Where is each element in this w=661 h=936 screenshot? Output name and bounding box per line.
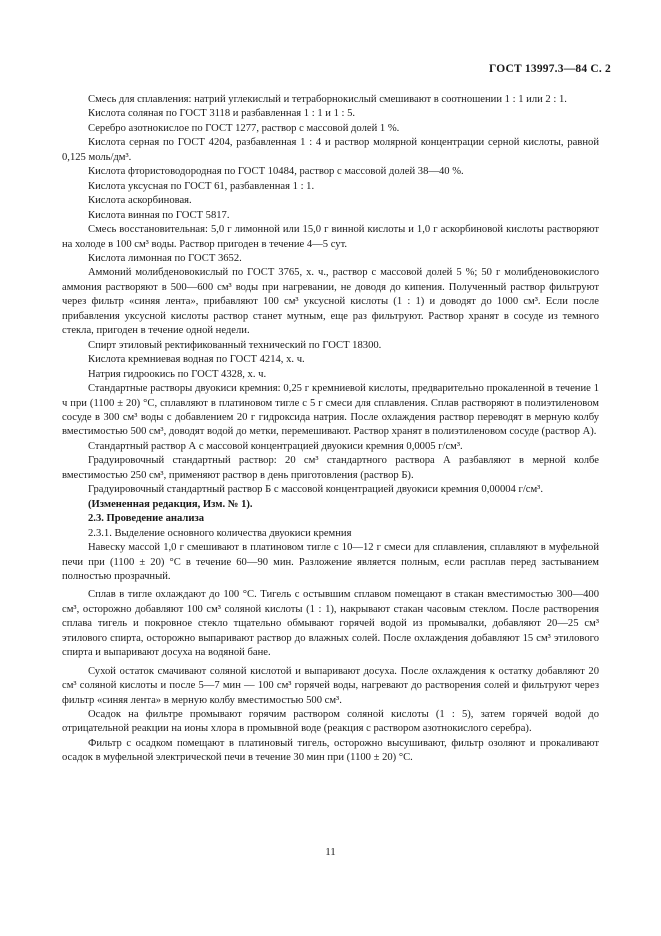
paragraph: Спирт этиловый ректификованный технический по ГОСТ 18300. — [88, 339, 382, 351]
paragraph: Серебро азотнокислое по ГОСТ 1277, раствор с массовой долей 1 %. — [88, 122, 400, 134]
paragraph: Стандартные растворы двуокиси кремния: 0,25 г кремниевой кислоты, предварительно прокаленной в течение 1 ч при (1100 ± 20) °С, сплавляют в платиновом тигле с 5 г смеси для сплавления. Сплав растворяют в полиэтиленовом сосуде в 300 см³ воды с добавлением 20 г гидроксида натрия. После охлаждения раствор переводят в мерную колбу вместимостью 500 см³, доводят водой до метки, перемешивают. Раствор хранят в полиэтиленовом сосуде (раствор А). — [62, 383, 599, 438]
paragraph: Смесь восстановительная: 5,0 г лимонной или 15,0 г винной кислоты и 1,0 г аскорбиновой кислоты растворяют на холоде в 100 см³ воды. Раствор пригоден в течение 4—5 сут. — [62, 224, 599, 250]
paragraph: Градуировочный стандартный раствор Б с массовой концентрацией двуокиси кремния 0,00004 г/см³. — [88, 484, 544, 496]
paragraph: Кислота уксусная по ГОСТ 61, разбавленная 1 : 1. — [88, 180, 315, 192]
paragraph: Кислота серная по ГОСТ 4204, разбавленная 1 : 4 и раствор молярной концентрации серной кислоты, равной 0,125 моль/дм³. — [62, 137, 599, 163]
paragraph: Аммоний молибденовокислый по ГОСТ 3765, х. ч., раствор с массовой долей 5 %; 50 г молибденовокислого аммония растворяют в 500—600 см³ воды при нагревании, не доводя до кипения. Полученный раствор фильтруют через фильтр «синяя лента», прибавляют 100 см³ уксусной кислоты (1 : 1) и доводят до 1000 см³. Если после прибавления уксусной кислоты раствор станет мутным, еще раз фильтруют. Раствор хранят в сосуде из темного стекла, пригоден в течение одной недели. — [62, 267, 599, 337]
subsection-heading: 2.3.1. Выделение основного количества двуокиси кремния — [88, 527, 352, 539]
paragraph: Кислота винная по ГОСТ 5817. — [88, 209, 230, 221]
document-body — [62, 93, 599, 766]
paragraph: Кислота лимонная по ГОСТ 3652. — [88, 252, 242, 264]
paragraph: Смесь для сплавления: натрий углекислый и тетраборнокислый смешивают в соотношении 1 : 1 или 2 : 1. — [88, 94, 567, 105]
paragraph: Фильтр с осадком помещают в платиновый тигель, осторожно высушивают, фильтр озоляют и прокаливают осадок в муфельной электрической печи в течение 30 мин при (1100 ± 20) °С. — [62, 737, 599, 764]
paragraph: Осадок на фильтре промывают горячим раствором соляной кислоты (1 : 5), затем горячей водой до отрицательной реакции на ионы хлора в промывной воде (реакция с раствором азотнокислого серебра). — [62, 709, 599, 735]
paragraph: Стандартный раствор А с массовой концентрацией двуокиси кремния 0,0005 г/см³. — [88, 440, 463, 452]
paragraph: Натрия гидроокись по ГОСТ 4328, х. ч. — [88, 368, 267, 380]
page-number: 11 — [325, 846, 336, 858]
paragraph: Кислота соляная по ГОСТ 3118 и разбавленная 1 : 1 и 1 : 5. — [88, 108, 356, 120]
paragraph: Кислота аскорбиновая. — [88, 195, 192, 207]
page-header: ГОСТ 13997.3—84 С. 2 — [488, 63, 611, 75]
section-heading: 2.3. Проведение анализа — [88, 513, 204, 525]
edit-note: (Измененная редакция, Изм. № 1). — [88, 498, 253, 510]
paragraph: Градуировочный стандартный раствор: 20 см³ стандартного раствора А разбавляют в мерной колбе вместимостью 250 см³, применяют раствор в день приготовления (раствор Б). — [62, 455, 599, 481]
paragraph: Сухой остаток смачивают соляной кислотой и выпаривают досуха. После охлаждения к остатку добавляют 20 см³ соляной кислоты и после 5—7 мин — 100 см³ горячей воды, нагревают до растворения солей и фильтруют через фильтр «синяя лента» в мерную колбу вместимостью 500 см³. — [62, 665, 599, 706]
paragraph: Кислота кремниевая водная по ГОСТ 4214, х. ч. — [88, 354, 305, 366]
paragraph: Кислота фтористоводородная по ГОСТ 10484, раствор с массовой долей 38—40 %. — [88, 166, 464, 178]
paragraph: Навеску массой 1,0 г смешивают в платиновом тигле с 10—12 г смеси для сплавления, сплавляют в муфельной печи при (1100 ± 20) °С в течение 60—90 мин. Разложение является полным, если расплав перед застыванием полностью прозрачный. — [62, 542, 599, 582]
paragraph: Сплав в тигле охлаждают до 100 °С. Тигель с остывшим сплавом помещают в стакан вместимостью 300—400 см³, осторожно добавляют 100 см³ соляной кислоты (1 : 1), накрывают стакан часовым стеклом. После растворения сплава тигель и покровное стекло тщательно обмывают горячей водой из промывалки, добавляют 20—25 см³ этилового спирта, осторожно выпаривают раствор до влажных солей. После охлаждения добавляют 15 см³ этилового спирта и выпаривают досуха на водяной бане. — [62, 589, 599, 659]
